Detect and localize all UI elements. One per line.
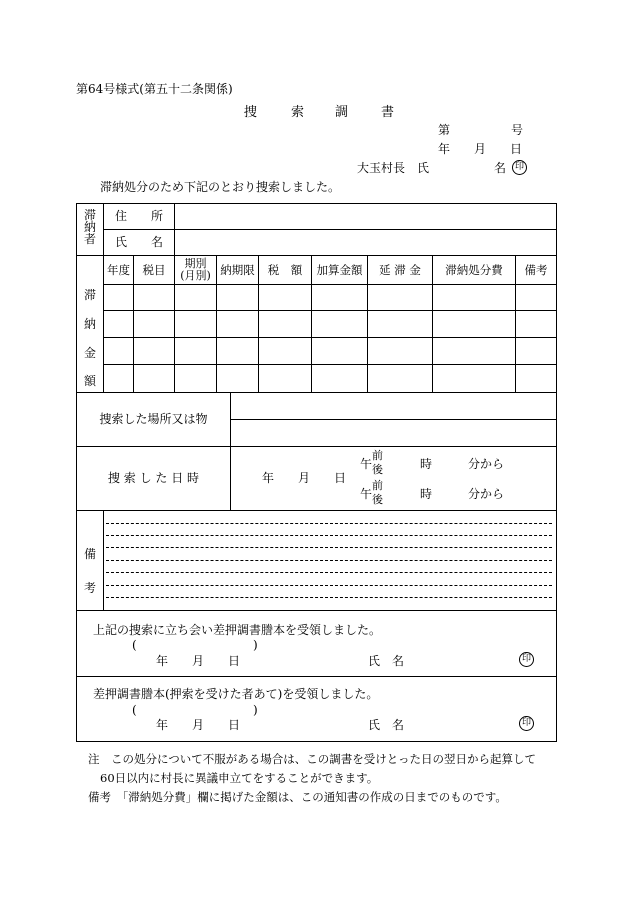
arrears-label: 滞 納 金 額: [84, 288, 97, 389]
search-year: 年: [262, 471, 275, 485]
date-year: 年: [438, 142, 451, 156]
search-month: 月: [298, 471, 311, 485]
seal-icon: 印: [519, 652, 534, 667]
doc-number-suffix: 号: [511, 123, 524, 137]
note-1: 注 この処分について不服がある場合は、この調書を受けとった日の翌日から起算して: [88, 752, 537, 766]
search-place-field[interactable]: [231, 420, 556, 446]
table-row[interactable]: [104, 338, 556, 364]
receipt1-paren-close: ): [253, 638, 258, 652]
title-char: 調: [335, 105, 349, 120]
col-tax-item: 税目: [142, 262, 166, 277]
receipt1-paren-open: (: [132, 638, 137, 652]
col-additional: 加算金額: [316, 262, 363, 277]
name-label: 氏 名: [114, 235, 163, 250]
form-number: 第64号様式(第五十二条関係): [76, 82, 233, 96]
issuer: 大玉村長 氏: [357, 161, 430, 175]
receipt2-paren-close: ): [253, 703, 258, 717]
col-due-date: 納期限: [220, 262, 255, 277]
search-place-label: 捜索した場所又は物: [99, 412, 208, 427]
date-day: 日: [510, 142, 523, 156]
table-row[interactable]: [104, 285, 556, 310]
receipt2-year: 年: [156, 718, 169, 732]
receipt1-text: 上記の捜索に立ち会い差押調書謄本を受領しました。: [93, 623, 382, 637]
note-2: 備考 「滞納処分費」欄に掲げた金額は、この通知書の作成の日までのものです。: [88, 790, 507, 804]
address-label: 住 所: [114, 209, 163, 224]
col-tax-amount: 税 額: [267, 262, 303, 277]
col-late-fee: 延 滞 金: [379, 262, 421, 277]
seal-icon: 印: [512, 160, 527, 175]
title-char: 捜: [244, 105, 258, 120]
receipt2-name-label: 氏 名: [368, 718, 405, 732]
note-1-continued: 60日以内に村長に異議申立てをすることができます。: [100, 771, 379, 785]
col-period: 期別 (月別): [180, 257, 211, 282]
col-disposal-cost: 滞納処分費: [445, 262, 503, 277]
table-row[interactable]: [104, 311, 556, 337]
title-char: 索: [291, 105, 305, 120]
receipt1-day: 日: [228, 654, 241, 668]
issuer-name-label: 名: [494, 161, 507, 175]
col-remarks: 備考: [524, 262, 548, 277]
seal-icon: 印: [519, 716, 534, 731]
receipt2-text: 差押調書謄本(押索を受けた者あて)を受領しました。: [93, 687, 379, 701]
address-field[interactable]: [175, 204, 556, 229]
title-char: 書: [381, 105, 395, 120]
receipt1-name-label: 氏 名: [368, 654, 405, 668]
remarks-label: 備 考: [84, 547, 97, 595]
intro-text: 滞納処分のため下記のとおり捜索しました。: [100, 180, 341, 194]
date-month: 月: [474, 142, 487, 156]
receipt2-day: 日: [228, 718, 241, 732]
receipt1-month: 月: [192, 654, 205, 668]
col-year: 年度: [107, 262, 130, 277]
receipt1-year: 年: [156, 654, 169, 668]
receipt2-month: 月: [192, 718, 205, 732]
search-datetime-label: 捜 索 し た 日 時: [107, 471, 200, 486]
receipt2-paren-open: (: [132, 703, 137, 717]
search-day: 日: [334, 471, 347, 485]
doc-number-prefix: 第: [438, 123, 451, 137]
search-place-field[interactable]: [231, 393, 556, 419]
name-field[interactable]: [175, 230, 556, 255]
debtor-label: 滞 納 者: [84, 208, 97, 246]
table-row[interactable]: [104, 365, 556, 392]
